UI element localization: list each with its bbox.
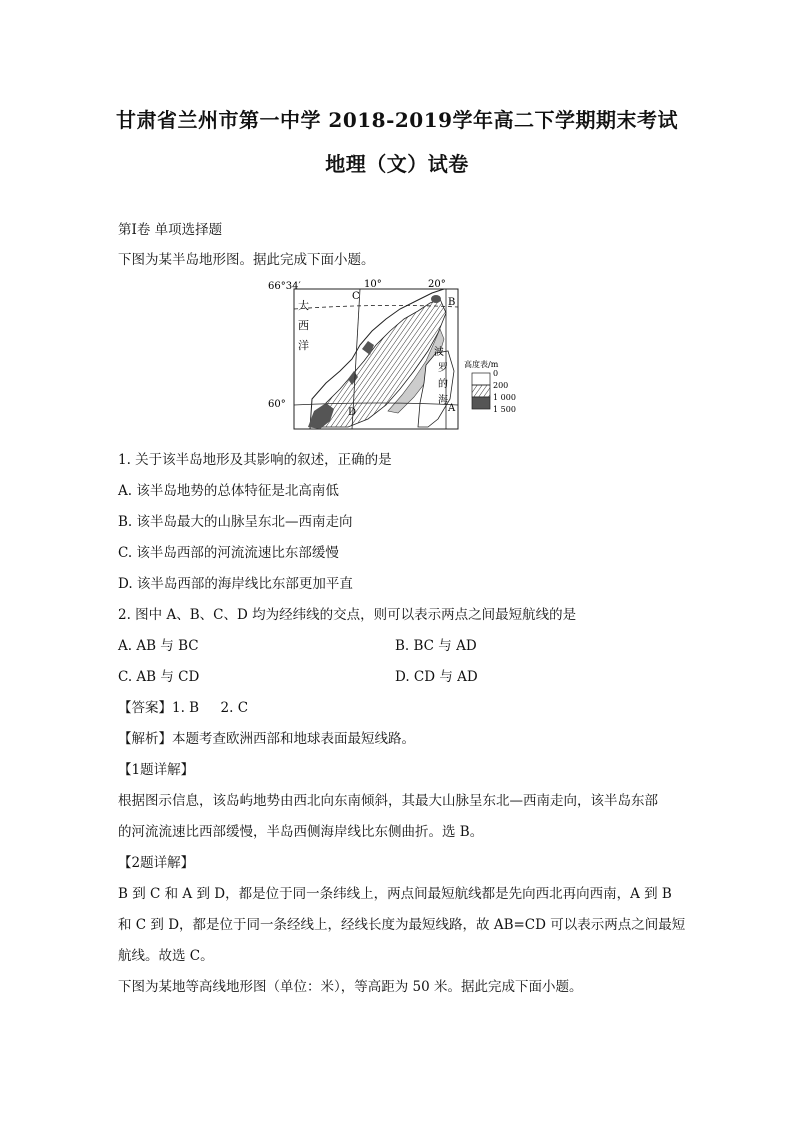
- lon-label-10: 10°: [364, 279, 382, 290]
- peninsula-terrain-map: [268, 279, 530, 431]
- question-1-option-b: B. 该半岛最大的山脉呈东北—西南走向: [118, 514, 353, 530]
- question-2-option-c: C. AB 与 CD: [118, 669, 200, 685]
- legend-swatch-low: [472, 373, 490, 385]
- question-1-option-c: C. 该半岛西部的河流流速比东部缓慢: [118, 545, 339, 561]
- lat-label-bottom: 60°: [268, 399, 286, 410]
- baltic-label-4: 海: [438, 395, 448, 406]
- page-title-line2: 地理（文）试卷: [325, 152, 469, 176]
- answer-line: 【答案】1. B 2. C: [118, 700, 249, 716]
- terrain-peak-north: [431, 295, 441, 303]
- legend-value-0: 0: [493, 369, 499, 378]
- section-heading: 第Ⅰ卷 单项选择题: [118, 222, 223, 238]
- detail-1-line-1: 根据图示信息，该岛屿地势由西北向东南倾斜，其最大山脉呈东北—西南走向，该半岛东部: [118, 793, 658, 809]
- point-label-d: D: [348, 407, 357, 418]
- baltic-label-1: 波: [434, 347, 444, 358]
- question-1-stem: 1. 关于该半岛地形及其影响的叙述，正确的是: [118, 452, 392, 468]
- point-label-b: B: [448, 297, 456, 308]
- question-1-option-d: D. 该半岛西部的海岸线比东部更加平直: [118, 576, 353, 592]
- legend-value-1000: 1 000: [493, 393, 516, 402]
- legend-swatch-mid: [472, 385, 490, 397]
- baltic-label-3: 的: [438, 379, 448, 390]
- atlantic-label-1: 大: [298, 299, 309, 312]
- legend-title: 高度表/m: [464, 360, 499, 369]
- lat-label-top: 66°34′: [268, 281, 301, 292]
- question-2-stem: 2. 图中 A、B、C、D 均为经纬线的交点，则可以表示两点之间最短航线的是: [118, 607, 577, 623]
- legend-value-1500: 1 500: [493, 405, 516, 414]
- point-label-a: A: [448, 403, 456, 414]
- question-2-option-a: A. AB 与 BC: [118, 638, 199, 654]
- detail-2-line-1: B 到 C 和 A 到 D，都是位于同一条纬线上，两点间最短航线都是先向西北再向西南，A 到 B: [118, 886, 672, 902]
- analysis-line: 【解析】本题考查欧洲西部和地球表面最短线路。: [118, 731, 415, 747]
- legend-value-200: 200: [493, 381, 509, 390]
- detail-2-line-3: 航线。故选 C。: [118, 948, 214, 964]
- question-2-option-b: B. BC 与 AD: [395, 638, 477, 654]
- detail-1-line-2: 的河流流速比西部缓慢，半岛西侧海岸线比东侧曲折。选 B。: [118, 824, 484, 840]
- question-1-option-a: A. 该半岛地势的总体特征是北高南低: [118, 483, 339, 499]
- question-intro: 下图为某半岛地形图。据此完成下面小题。: [118, 252, 375, 268]
- atlantic-label-3: 洋: [298, 339, 309, 352]
- detail-2-line-2: 和 C 到 D，都是位于同一条经线上，经线长度为最短线路，故 AB=CD 可以表示两点之间最短: [118, 917, 686, 933]
- question-intro-2: 下图为某地等高线地形图（单位：米），等高距为 50 米。据此完成下面小题。: [118, 979, 583, 995]
- question-2-option-d: D. CD 与 AD: [395, 669, 478, 685]
- legend-swatch-high: [472, 397, 490, 409]
- point-label-c: C: [352, 291, 360, 302]
- baltic-label-2: 罗: [438, 363, 448, 374]
- page-title-line1: 甘肃省兰州市第一中学 2018-2019学年高二下学期期末考试: [115, 108, 679, 132]
- detail-1-heading: 【1题详解】: [118, 762, 195, 778]
- detail-2-heading: 【2题详解】: [118, 855, 195, 871]
- lon-label-20: 20°: [428, 279, 446, 290]
- atlantic-label-2: 西: [298, 319, 309, 332]
